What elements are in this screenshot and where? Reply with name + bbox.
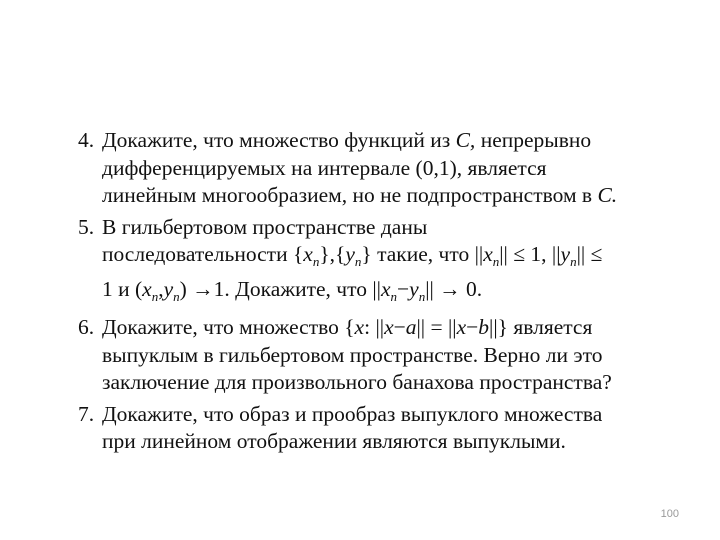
problem-line bbox=[102, 127, 716, 155]
math-symbol: x bbox=[380, 276, 391, 301]
math-symbol: x bbox=[483, 242, 493, 266]
text: ||} является bbox=[489, 315, 593, 339]
problem-line: В гильбертовом пространстве даны bbox=[102, 214, 428, 239]
text: − bbox=[393, 315, 406, 339]
text: линейным многообразием, но не подпространством в bbox=[102, 183, 598, 207]
math-subscript: n bbox=[570, 254, 577, 269]
text: || ≤ bbox=[576, 242, 603, 266]
text: Докажите, что множество функций из bbox=[102, 128, 456, 152]
problem-line bbox=[102, 276, 716, 311]
text: },{ bbox=[319, 242, 346, 266]
math-symbol: x bbox=[456, 315, 467, 339]
text: || → 0. bbox=[425, 276, 483, 301]
text: || ≤ 1, || bbox=[499, 242, 561, 266]
math-symbol: y bbox=[163, 276, 174, 301]
problem-number: 7. bbox=[78, 401, 95, 426]
math-symbol: C, bbox=[455, 128, 476, 152]
math-symbol: a bbox=[405, 315, 417, 339]
text: непрерывно bbox=[475, 128, 592, 152]
math-symbol: y bbox=[560, 242, 571, 266]
problem-line: заключение для произвольного банахова пространства? bbox=[102, 370, 612, 394]
text: последовательности { bbox=[102, 242, 304, 266]
math-symbol: b bbox=[478, 315, 490, 339]
math-subscript: n bbox=[151, 288, 159, 304]
problem-7 bbox=[76, 401, 716, 456]
math-symbol: x bbox=[303, 242, 313, 266]
math-symbol: C. bbox=[597, 183, 618, 207]
text: || = || bbox=[416, 315, 457, 339]
problem-line bbox=[102, 241, 716, 276]
math-subscript: n bbox=[390, 288, 398, 304]
text: 1 и ( bbox=[102, 276, 143, 301]
text: : || bbox=[364, 315, 385, 339]
text: ) →1. Докажите, что || bbox=[179, 276, 381, 301]
problem-number: 4. bbox=[78, 128, 95, 152]
math-symbol: y bbox=[409, 276, 419, 301]
problem-list bbox=[76, 127, 716, 460]
text: − bbox=[466, 315, 479, 339]
problem-line bbox=[102, 182, 716, 210]
page-number: 100 bbox=[660, 508, 679, 520]
math-subscript: n bbox=[354, 254, 362, 269]
problem-5 bbox=[76, 214, 716, 311]
problem-number: 5. bbox=[78, 214, 95, 239]
math-subscript: n bbox=[173, 288, 180, 304]
problem-4 bbox=[76, 127, 716, 210]
math-subscript: n bbox=[312, 254, 320, 269]
problem-line: дифференцируемых на интервале (0,1), является bbox=[102, 155, 547, 180]
math-symbol: y bbox=[345, 242, 355, 266]
problem-line: выпуклым в гильбертовом пространстве. Верно ли это bbox=[102, 342, 603, 367]
text: Докажите, что множество { bbox=[102, 315, 355, 339]
problem-line: при линейном отображении являются выпуклыми. bbox=[102, 429, 566, 453]
problem-6 bbox=[76, 314, 716, 397]
math-subscript: n bbox=[418, 288, 426, 304]
text: } такие, что || bbox=[361, 242, 484, 266]
text: , bbox=[158, 276, 164, 301]
math-symbol: x bbox=[142, 276, 152, 301]
math-subscript: n bbox=[492, 254, 500, 269]
problem-number: 6. bbox=[78, 315, 95, 339]
math-symbol: x bbox=[354, 315, 365, 339]
problem-line bbox=[102, 314, 716, 342]
text: − bbox=[397, 276, 410, 301]
math-symbol: x bbox=[384, 315, 394, 339]
problem-line: Докажите, что образ и прообраз выпуклого множества bbox=[102, 401, 603, 426]
